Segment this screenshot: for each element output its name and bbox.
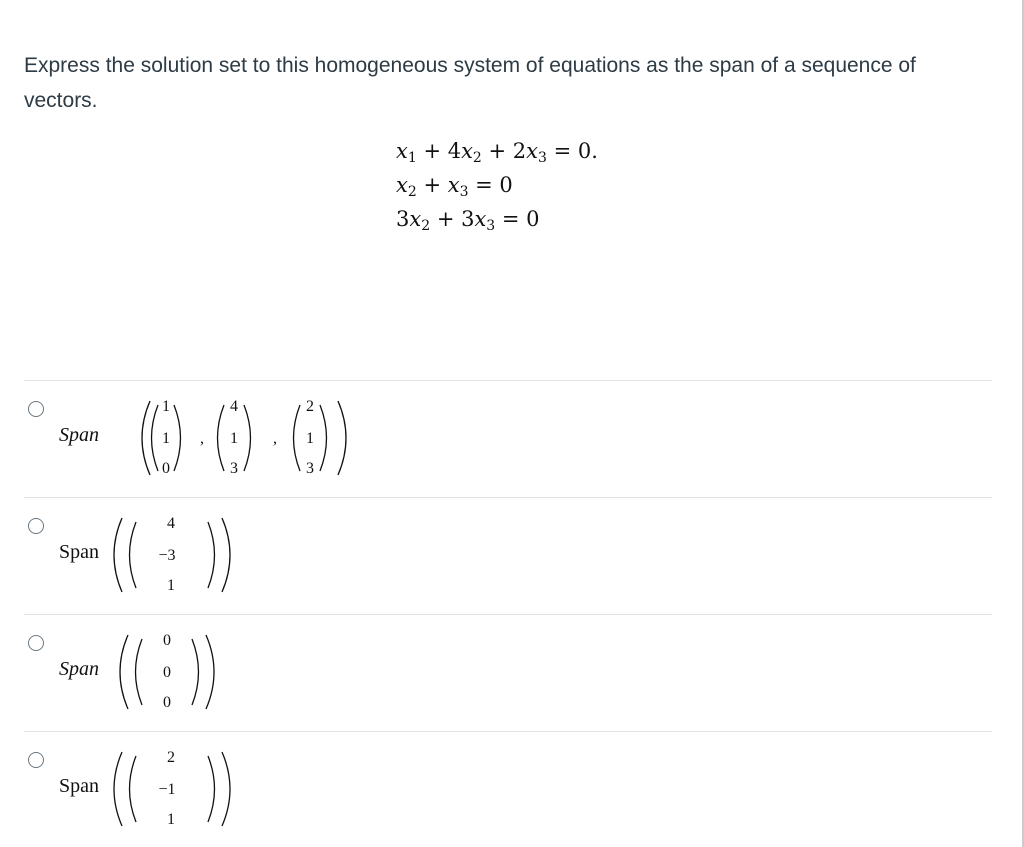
- vector-1-entry-3: 1: [167, 811, 175, 828]
- vector-2-right-paren: [244, 405, 251, 471]
- question-prompt: Express the solution set to this homogeneous system of equations as the span of a sequence of vectors.: [24, 54, 916, 112]
- vector-1-entry-1: 0: [163, 632, 171, 649]
- vector-3-right-paren: [320, 405, 327, 471]
- vector-list: [24, 732, 264, 847]
- vector-1-entry-2: −1: [158, 781, 176, 798]
- outer-left-paren: [142, 401, 150, 475]
- vector-1-left-paren: [130, 756, 137, 822]
- vector-1-entry-2: 0: [163, 664, 171, 681]
- vector-1-right-paren: [208, 756, 215, 822]
- vector-list: [24, 498, 264, 614]
- vector-separator-1: ,: [200, 430, 204, 447]
- outer-left-paren: [114, 752, 122, 826]
- span-label: Span: [59, 658, 99, 680]
- equation-3: $3x_2 + 3x_3 = 0$: [396, 207, 540, 234]
- vector-1-entry-2: −3: [158, 547, 176, 564]
- answer-option-3[interactable]: [24, 615, 992, 731]
- span-label: Span: [59, 541, 99, 563]
- vector-1-entry-3: 0: [163, 694, 171, 711]
- span-label: Span: [59, 424, 99, 446]
- vector-separator-2: ,: [273, 430, 277, 447]
- vector-1-left-paren: [152, 405, 159, 471]
- outer-left-paren: [120, 635, 128, 709]
- equation-system: [396, 134, 598, 236]
- outer-right-paren: [222, 752, 230, 826]
- vector-2-entry-3: 3: [230, 460, 238, 477]
- vector-1-entry-1: 1: [162, 398, 170, 415]
- vector-1-left-paren: [130, 522, 137, 588]
- outer-left-paren: [114, 518, 122, 592]
- vector-1-entry-1: 2: [167, 749, 175, 766]
- answer-option-2[interactable]: [24, 498, 992, 614]
- vector-1-entry-3: 0: [162, 460, 170, 477]
- span-label: Span: [59, 775, 99, 797]
- vector-1-right-paren: [174, 405, 181, 471]
- vector-3-entry-2: 1: [306, 430, 314, 447]
- equation-1: $x_1 + 4x_2 + 2x_3 = 0$.: [396, 139, 598, 166]
- vector-1-entry-2: 1: [162, 430, 170, 447]
- vector-3-entry-1: 2: [306, 398, 314, 415]
- vector-3-entry-3: 3: [306, 460, 314, 477]
- vector-list: [24, 381, 364, 497]
- vector-list: [24, 615, 244, 731]
- outer-right-paren: [222, 518, 230, 592]
- outer-right-paren: [338, 401, 346, 475]
- outer-right-paren: [206, 635, 214, 709]
- vector-1-right-paren: [208, 522, 215, 588]
- answer-option-1[interactable]: [24, 381, 992, 497]
- answer-option-4[interactable]: [24, 732, 992, 847]
- vector-2-entry-1: 4: [230, 398, 238, 415]
- vector-1-left-paren: [136, 639, 143, 705]
- vector-1-entry-3: 1: [167, 577, 175, 594]
- equation-2: $x_2 + x_3 = 0$: [396, 173, 513, 200]
- vector-2-left-paren: [218, 405, 225, 471]
- vector-3-left-paren: [294, 405, 301, 471]
- vector-2-entry-2: 1: [230, 430, 238, 447]
- vector-1-entry-1: 4: [167, 515, 175, 532]
- vector-1-right-paren: [192, 639, 199, 705]
